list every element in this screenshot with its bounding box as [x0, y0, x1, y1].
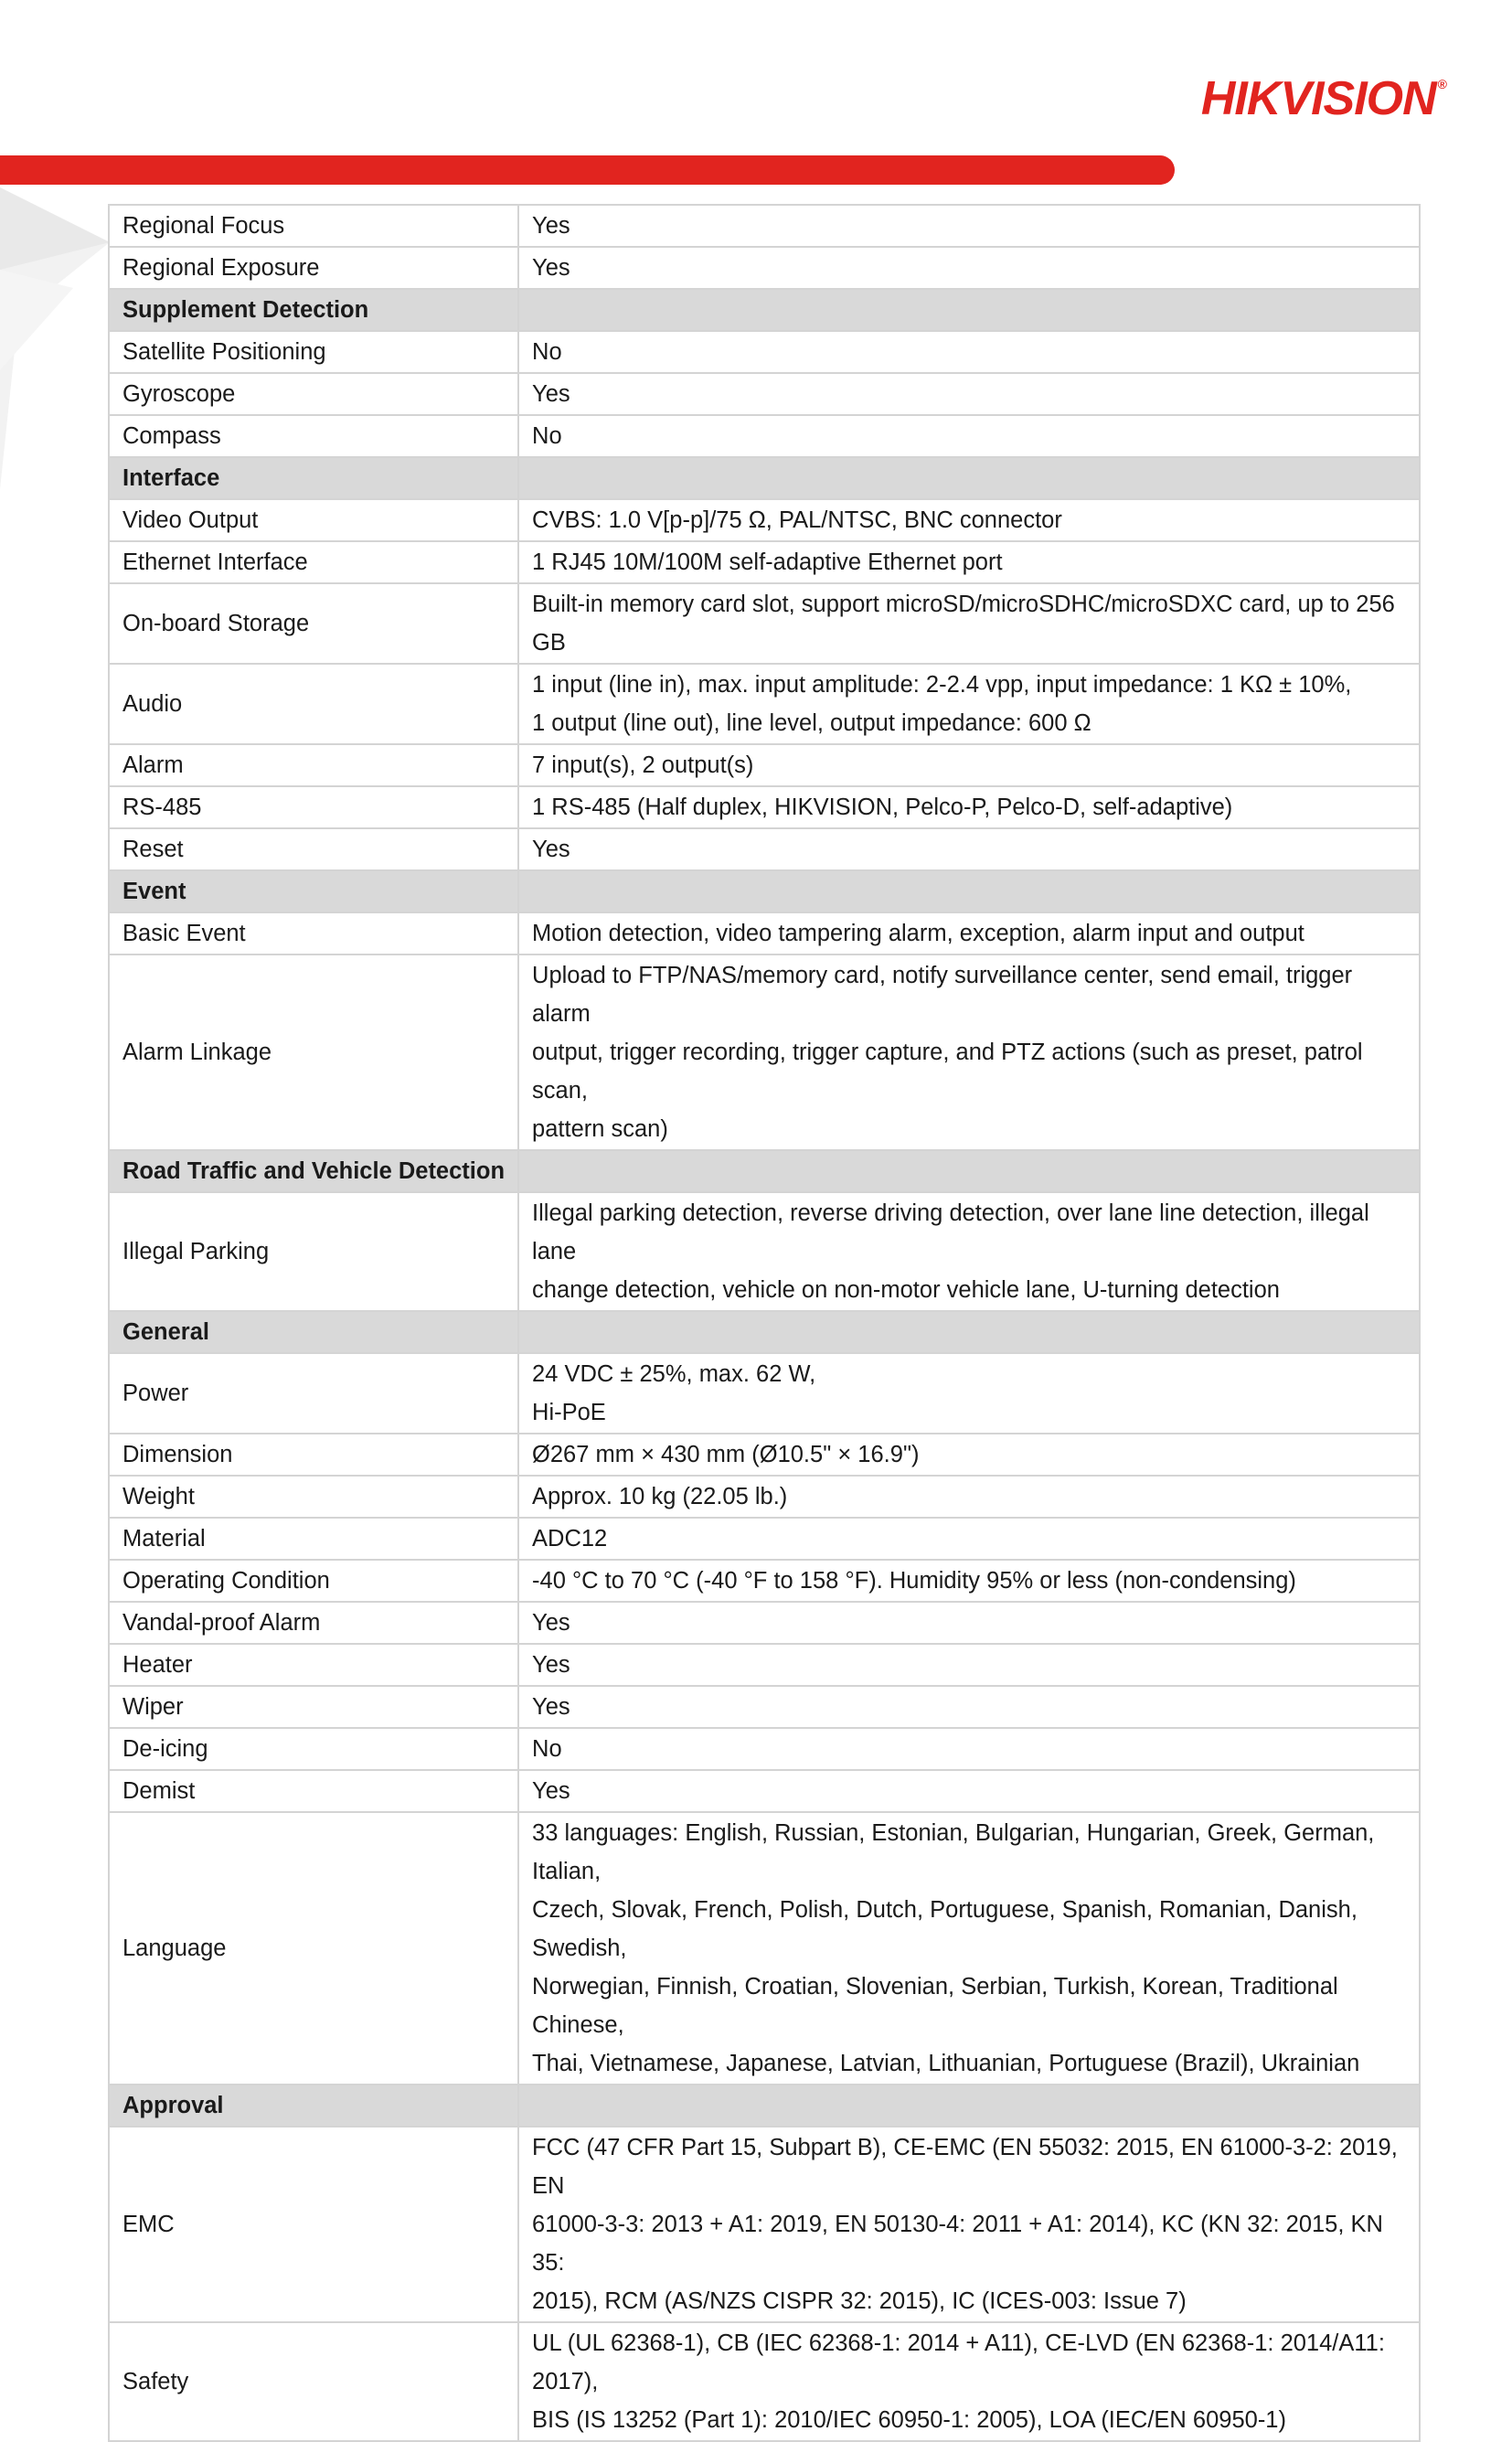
table-row [109, 1518, 1420, 1560]
spec-value-line: Built-in memory card slot, support microSD/microSDHC/microSDXC card, up to 256 GB [532, 592, 1395, 656]
spec-value [518, 1560, 1420, 1602]
spec-value [518, 1812, 1420, 2085]
spec-value-line: Illegal parking detection, reverse driving detection, over lane line detection, illegal lane [532, 1200, 1369, 1264]
spec-value [518, 331, 1420, 373]
spec-label: Operating Condition [109, 1560, 518, 1602]
spec-value [518, 1518, 1420, 1560]
spec-value [518, 744, 1420, 786]
spec-value [518, 1686, 1420, 1728]
section-title: Approval [109, 2085, 518, 2127]
watermark-shape [0, 187, 110, 489]
spec-label: Video Output [109, 499, 518, 541]
section-blank-cell [518, 2085, 1420, 2127]
spec-label: Alarm [109, 744, 518, 786]
spec-value [518, 541, 1420, 583]
spec-value-line: output, trigger recording, trigger capture, and PTZ actions (such as preset, patrol scan, [532, 1040, 1363, 1104]
spec-label: Illegal Parking [109, 1192, 518, 1311]
spec-value [518, 373, 1420, 415]
spec-value-line: 1 RJ45 10M/100M self-adaptive Ethernet port [532, 549, 1003, 575]
table-row [109, 1353, 1420, 1434]
spec-label: Demist [109, 1770, 518, 1812]
spec-value [518, 664, 1420, 744]
spec-label: Heater [109, 1644, 518, 1686]
spec-label: Reset [109, 828, 518, 870]
spec-value-line: UL (UL 62368-1), CB (IEC 62368-1: 2014 + A11), CE-LVD (EN 62368-1: 2014/A11: 2017), [532, 2330, 1385, 2394]
spec-value [518, 499, 1420, 541]
spec-value-line: -40 °C to 70 °C (-40 °F to 158 °F). Humidity 95% or less (non-condensing) [532, 1568, 1296, 1594]
table-row [109, 1602, 1420, 1644]
table-row [109, 664, 1420, 744]
table-row [109, 1644, 1420, 1686]
spec-value-line: Ø267 mm × 430 mm (Ø10.5" × 16.9") [532, 1442, 920, 1467]
spec-label: Vandal-proof Alarm [109, 1602, 518, 1644]
spec-value-line: Yes [532, 1652, 570, 1678]
spec-value [518, 828, 1420, 870]
section-header-row [109, 1150, 1420, 1192]
table-row [109, 541, 1420, 583]
spec-label: Regional Exposure [109, 247, 518, 289]
section-title: Supplement Detection [109, 289, 518, 331]
section-title: General [109, 1311, 518, 1353]
spec-value-line: Yes [532, 837, 570, 862]
spec-value-line: FCC (47 CFR Part 15, Subpart B), CE-EMC (EN 55032: 2015, EN 61000-3-2: 2019, EN [532, 2135, 1398, 2199]
spec-value-line: Yes [532, 1778, 570, 1804]
spec-label: Gyroscope [109, 373, 518, 415]
table-row [109, 1192, 1420, 1311]
spec-value-line: No [532, 1736, 562, 1762]
spec-label: Wiper [109, 1686, 518, 1728]
spec-value-line: Approx. 10 kg (22.05 lb.) [532, 1484, 788, 1509]
spec-value [518, 1476, 1420, 1518]
spec-label: Regional Focus [109, 205, 518, 247]
spec-value-line: 1 input (line in), max. input amplitude: 2-2.4 vpp, input impedance: 1 KΩ ± 10%, [532, 672, 1352, 698]
section-header-row [109, 1311, 1420, 1353]
table-row [109, 1434, 1420, 1476]
spec-value-line: Norwegian, Finnish, Croatian, Slovenian, Serbian, Turkish, Korean, Traditional Chinese, [532, 1974, 1338, 2038]
table-row [109, 1812, 1420, 2085]
spec-value-line: 61000-3-3: 2013 + A1: 2019, EN 50130-4: 2011 + A1: 2014), KC (KN 32: 2015, KN 35: [532, 2212, 1383, 2276]
spec-value [518, 415, 1420, 457]
section-title: Road Traffic and Vehicle Detection [109, 1150, 518, 1192]
spec-value-line: No [532, 339, 562, 365]
spec-value-line: change detection, vehicle on non-motor vehicle lane, U-turning detection [532, 1277, 1280, 1303]
table-row [109, 373, 1420, 415]
spec-label: Basic Event [109, 912, 518, 954]
spec-label: Alarm Linkage [109, 954, 518, 1150]
spec-label: Power [109, 1353, 518, 1434]
spec-label: On-board Storage [109, 583, 518, 664]
table-row [109, 912, 1420, 954]
section-header-row [109, 289, 1420, 331]
section-header-row [109, 870, 1420, 912]
spec-value [518, 1770, 1420, 1812]
table-row [109, 583, 1420, 664]
spec-value-line: 7 input(s), 2 output(s) [532, 752, 754, 778]
spec-label: RS-485 [109, 786, 518, 828]
spec-value-line: Yes [532, 255, 570, 281]
table-row [109, 1728, 1420, 1770]
spec-label: Ethernet Interface [109, 541, 518, 583]
spec-value-line: 33 languages: English, Russian, Estonian, Bulgarian, Hungarian, Greek, German, Italian, [532, 1820, 1375, 1884]
spec-value [518, 2322, 1420, 2441]
table-row [109, 499, 1420, 541]
section-header-row [109, 457, 1420, 499]
spec-label: EMC [109, 2127, 518, 2322]
spec-label: Dimension [109, 1434, 518, 1476]
spec-value [518, 205, 1420, 247]
section-blank-cell [518, 1311, 1420, 1353]
section-blank-cell [518, 289, 1420, 331]
table-row [109, 247, 1420, 289]
spec-value-line: 1 RS-485 (Half duplex, HIKVISION, Pelco-P, Pelco-D, self-adaptive) [532, 794, 1233, 820]
table-row [109, 828, 1420, 870]
spec-label: Material [109, 1518, 518, 1560]
table-row [109, 331, 1420, 373]
spec-value-line: Yes [532, 381, 570, 407]
section-title: Event [109, 870, 518, 912]
spec-value-line: No [532, 423, 562, 449]
spec-value-line: 1 output (line out), line level, output impedance: 600 Ω [532, 710, 1091, 736]
spec-label: Safety [109, 2322, 518, 2441]
section-header-row [109, 2085, 1420, 2127]
spec-value-line: Hi-PoE [532, 1400, 606, 1425]
spec-value [518, 583, 1420, 664]
spec-label: Satellite Positioning [109, 331, 518, 373]
table-row [109, 2127, 1420, 2322]
spec-label: Compass [109, 415, 518, 457]
table-row [109, 1686, 1420, 1728]
spec-value-line: 24 VDC ± 25%, max. 62 W, [532, 1361, 816, 1387]
spec-value-line: Yes [532, 213, 570, 239]
spec-label: Weight [109, 1476, 518, 1518]
table-row [109, 2322, 1420, 2441]
spec-value [518, 1602, 1420, 1644]
section-title: Interface [109, 457, 518, 499]
table-row [109, 1560, 1420, 1602]
hikvision-logo: HIKVISION ® [1200, 72, 1446, 125]
spec-value-line: pattern scan) [532, 1116, 668, 1142]
spec-value-line: 2015), RCM (AS/NZS CISPR 32: 2015), IC (ICES-003: Issue 7) [532, 2288, 1187, 2314]
table-row [109, 205, 1420, 247]
spec-value [518, 1192, 1420, 1311]
section-blank-cell [518, 457, 1420, 499]
spec-value-line: Upload to FTP/NAS/memory card, notify surveillance center, send email, trigger alarm [532, 963, 1353, 1027]
spec-value-line: CVBS: 1.0 V[p-p]/75 Ω, PAL/NTSC, BNC connector [532, 507, 1062, 533]
spec-value [518, 247, 1420, 289]
spec-value [518, 1353, 1420, 1434]
spec-value [518, 1644, 1420, 1686]
table-row [109, 786, 1420, 828]
table-row [109, 744, 1420, 786]
spec-value-line: BIS (IS 13252 (Part 1): 2010/IEC 60950-1: 2005), LOA (IEC/EN 60950-1) [532, 2407, 1286, 2433]
spec-label: De-icing [109, 1728, 518, 1770]
spec-value-line: Czech, Slovak, French, Polish, Dutch, Portuguese, Spanish, Romanian, Danish, Swedish, [532, 1897, 1358, 1961]
spec-value-line: Yes [532, 1694, 570, 1720]
spec-label: Language [109, 1812, 518, 2085]
spec-value [518, 912, 1420, 954]
spec-value [518, 2127, 1420, 2322]
section-blank-cell [518, 1150, 1420, 1192]
table-row [109, 1770, 1420, 1812]
header-red-bar [0, 155, 1175, 185]
spec-value-line: Thai, Vietnamese, Japanese, Latvian, Lithuanian, Portuguese (Brazil), Ukrainian [532, 2051, 1360, 2076]
table-row [109, 415, 1420, 457]
spec-value [518, 786, 1420, 828]
specification-table [108, 204, 1421, 2442]
spec-value-line: Motion detection, video tampering alarm, exception, alarm input and output [532, 921, 1304, 946]
spec-value-line: ADC12 [532, 1526, 608, 1552]
section-blank-cell [518, 870, 1420, 912]
spec-value [518, 1728, 1420, 1770]
table-row [109, 1476, 1420, 1518]
table-row [109, 954, 1420, 1150]
spec-label: Audio [109, 664, 518, 744]
spec-value [518, 1434, 1420, 1476]
spec-value-line: Yes [532, 1610, 570, 1636]
spec-value [518, 954, 1420, 1150]
